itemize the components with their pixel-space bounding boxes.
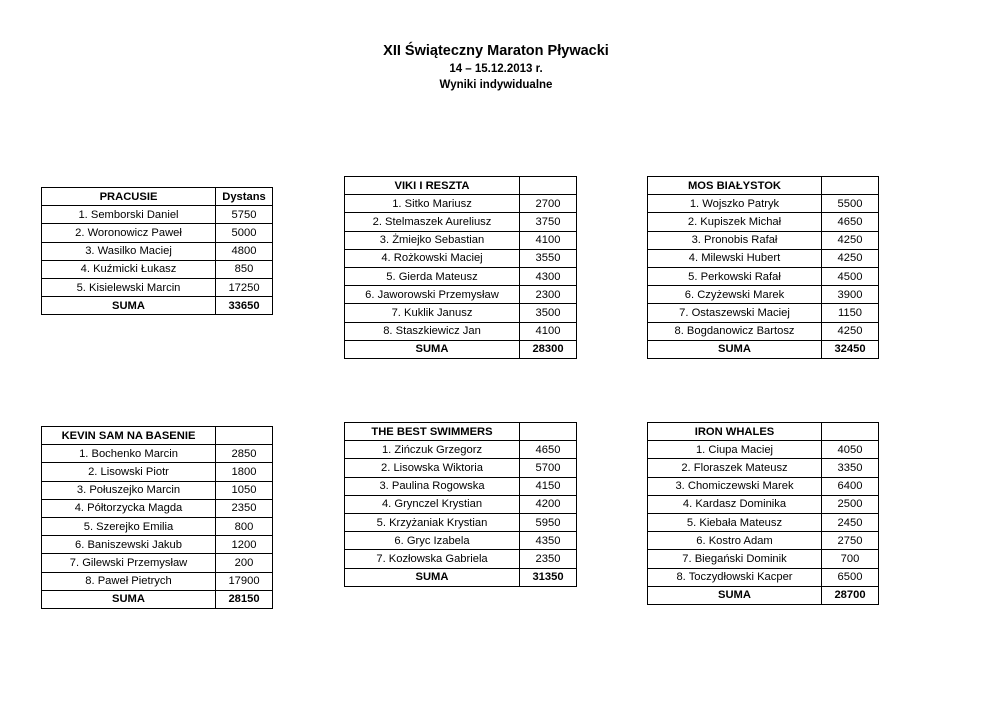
table-row bbox=[648, 532, 879, 550]
swimmer-distance: 4050 bbox=[822, 441, 879, 459]
table-header-row bbox=[345, 423, 577, 441]
swimmer-name: 1. Zińczuk Grzegorz bbox=[345, 441, 520, 459]
swimmer-name: 1. Semborski Daniel bbox=[42, 206, 216, 224]
table-header-row bbox=[345, 177, 577, 195]
table-row bbox=[345, 322, 577, 340]
swimmer-name: 2. Stelmaszek Aureliusz bbox=[345, 213, 520, 231]
team-name: IRON WHALES bbox=[648, 423, 822, 441]
swimmer-distance: 1150 bbox=[822, 304, 879, 322]
swimmer-name: 4. Półtorzycka Magda bbox=[42, 499, 216, 517]
sum-row bbox=[345, 340, 577, 358]
team-table-the-best-swimmers bbox=[344, 422, 577, 587]
swimmer-name: 3. Wasilko Maciej bbox=[42, 242, 216, 260]
table-row bbox=[648, 495, 879, 513]
swimmer-distance: 4650 bbox=[520, 441, 577, 459]
swimmer-name: 6. Gryc Izabela bbox=[345, 532, 520, 550]
sum-value: 28150 bbox=[216, 590, 273, 608]
swimmer-distance: 200 bbox=[216, 554, 273, 572]
swimmer-name: 6. Czyżewski Marek bbox=[648, 286, 822, 304]
swimmer-distance: 1800 bbox=[216, 463, 273, 481]
column-header-empty bbox=[822, 177, 879, 195]
sum-row bbox=[648, 586, 879, 604]
swimmer-name: 4. Milewski Hubert bbox=[648, 249, 822, 267]
swimmer-distance: 1200 bbox=[216, 536, 273, 554]
swimmer-distance: 4250 bbox=[822, 322, 879, 340]
swimmer-distance: 4100 bbox=[520, 231, 577, 249]
table-row bbox=[648, 286, 879, 304]
swimmer-name: 1. Bochenko Marcin bbox=[42, 445, 216, 463]
table-row bbox=[345, 532, 577, 550]
swimmer-distance: 700 bbox=[822, 550, 879, 568]
sum-value: 32450 bbox=[822, 340, 879, 358]
swimmer-distance: 5950 bbox=[520, 513, 577, 531]
swimmer-distance: 4100 bbox=[520, 322, 577, 340]
team-table-mos-bialystok bbox=[647, 176, 879, 359]
swimmer-name: 1. Ciupa Maciej bbox=[648, 441, 822, 459]
swimmer-name: 4. Kardasz Dominika bbox=[648, 495, 822, 513]
sum-row bbox=[345, 568, 577, 586]
table-row bbox=[345, 513, 577, 531]
swimmer-distance: 4800 bbox=[216, 242, 273, 260]
swimmer-distance: 2450 bbox=[822, 513, 879, 531]
table-row bbox=[42, 278, 273, 296]
swimmer-distance: 2300 bbox=[520, 286, 577, 304]
swimmer-name: 8. Paweł Pietrych bbox=[42, 572, 216, 590]
table-row bbox=[648, 195, 879, 213]
swimmer-name: 2. Kupiszek Michał bbox=[648, 213, 822, 231]
sum-value: 31350 bbox=[520, 568, 577, 586]
column-header-empty bbox=[520, 423, 577, 441]
table-header-row bbox=[42, 188, 273, 206]
swimmer-distance: 4350 bbox=[520, 532, 577, 550]
sum-label: SUMA bbox=[42, 590, 216, 608]
table-row bbox=[345, 286, 577, 304]
swimmer-distance: 6500 bbox=[822, 568, 879, 586]
swimmer-distance: 5500 bbox=[822, 195, 879, 213]
document-subtitle: Wyniki indywidualne bbox=[439, 79, 553, 91]
swimmer-name: 8. Bogdanowicz Bartosz bbox=[648, 322, 822, 340]
swimmer-distance: 5700 bbox=[520, 459, 577, 477]
swimmer-distance: 4150 bbox=[520, 477, 577, 495]
team-table-pracusie bbox=[41, 187, 273, 315]
table-row bbox=[42, 445, 273, 463]
swimmer-name: 4. Kuźmicki Łukasz bbox=[42, 260, 216, 278]
team-name: THE BEST SWIMMERS bbox=[345, 423, 520, 441]
team-name: MOS BIAŁYSTOK bbox=[648, 177, 822, 195]
swimmer-distance: 4300 bbox=[520, 267, 577, 285]
swimmer-name: 5. Perkowski Rafał bbox=[648, 267, 822, 285]
table-row bbox=[648, 441, 879, 459]
table-row bbox=[345, 267, 577, 285]
swimmer-distance: 4500 bbox=[822, 267, 879, 285]
swimmer-distance: 5750 bbox=[216, 206, 273, 224]
table-row bbox=[42, 481, 273, 499]
table-row bbox=[42, 463, 273, 481]
table-row bbox=[42, 572, 273, 590]
swimmer-name: 8. Staszkiewicz Jan bbox=[345, 322, 520, 340]
document-title: XII Świąteczny Maraton Pływacki bbox=[383, 43, 609, 59]
table-row bbox=[345, 477, 577, 495]
document-dates: 14 – 15.12.2013 r. bbox=[449, 63, 543, 75]
swimmer-distance: 3350 bbox=[822, 459, 879, 477]
team-table-viki-i-reszta bbox=[344, 176, 577, 359]
table-row bbox=[345, 441, 577, 459]
table-row bbox=[648, 459, 879, 477]
team-table-iron-whales bbox=[647, 422, 879, 605]
swimmer-distance: 2700 bbox=[520, 195, 577, 213]
swimmer-name: 5. Gierda Mateusz bbox=[345, 267, 520, 285]
sum-label: SUMA bbox=[648, 586, 822, 604]
column-header-empty bbox=[822, 423, 879, 441]
table-row bbox=[345, 459, 577, 477]
swimmer-distance: 2750 bbox=[822, 532, 879, 550]
table-row bbox=[42, 517, 273, 535]
table-row bbox=[42, 536, 273, 554]
table-row bbox=[42, 554, 273, 572]
table-row bbox=[42, 499, 273, 517]
swimmer-name: 4. Rożkowski Maciej bbox=[345, 249, 520, 267]
table-row bbox=[345, 304, 577, 322]
swimmer-name: 2. Lisowski Piotr bbox=[42, 463, 216, 481]
team-name: PRACUSIE bbox=[42, 188, 216, 206]
table-row bbox=[648, 231, 879, 249]
column-header-empty bbox=[216, 427, 273, 445]
swimmer-name: 3. Połuszejko Marcin bbox=[42, 481, 216, 499]
swimmer-name: 3. Chomiczewski Marek bbox=[648, 477, 822, 495]
swimmer-name: 7. Gilewski Przemysław bbox=[42, 554, 216, 572]
sum-row bbox=[648, 340, 879, 358]
swimmer-distance: 5000 bbox=[216, 224, 273, 242]
swimmer-distance: 4250 bbox=[822, 249, 879, 267]
swimmer-name: 7. Kuklik Janusz bbox=[345, 304, 520, 322]
swimmer-name: 3. Żmiejko Sebastian bbox=[345, 231, 520, 249]
swimmer-distance: 6400 bbox=[822, 477, 879, 495]
column-header-empty bbox=[520, 177, 577, 195]
table-header-row bbox=[42, 427, 273, 445]
table-row bbox=[42, 224, 273, 242]
swimmer-name: 8. Toczydłowski Kacper bbox=[648, 568, 822, 586]
swimmer-name: 3. Paulina Rogowska bbox=[345, 477, 520, 495]
table-row bbox=[345, 249, 577, 267]
table-row bbox=[648, 550, 879, 568]
table-row bbox=[648, 249, 879, 267]
sum-label: SUMA bbox=[648, 340, 822, 358]
swimmer-name: 6. Jaworowski Przemysław bbox=[345, 286, 520, 304]
table-row bbox=[648, 304, 879, 322]
team-name: VIKI I RESZTA bbox=[345, 177, 520, 195]
table-row bbox=[648, 322, 879, 340]
swimmer-distance: 2850 bbox=[216, 445, 273, 463]
swimmer-name: 6. Kostro Adam bbox=[648, 532, 822, 550]
swimmer-name: 7. Ostaszewski Maciej bbox=[648, 304, 822, 322]
table-row bbox=[648, 267, 879, 285]
swimmer-name: 2. Floraszek Mateusz bbox=[648, 459, 822, 477]
table-row bbox=[345, 195, 577, 213]
table-row bbox=[345, 550, 577, 568]
swimmer-distance: 3550 bbox=[520, 249, 577, 267]
swimmer-name: 6. Baniszewski Jakub bbox=[42, 536, 216, 554]
sum-row bbox=[42, 590, 273, 608]
swimmer-distance: 3500 bbox=[520, 304, 577, 322]
table-row bbox=[42, 260, 273, 278]
swimmer-name: 2. Lisowska Wiktoria bbox=[345, 459, 520, 477]
table-row bbox=[345, 495, 577, 513]
swimmer-name: 7. Kozłowska Gabriela bbox=[345, 550, 520, 568]
table-row bbox=[42, 206, 273, 224]
team-name: KEVIN SAM NA BASENIE bbox=[42, 427, 216, 445]
swimmer-distance: 17250 bbox=[216, 278, 273, 296]
sum-label: SUMA bbox=[345, 568, 520, 586]
table-row bbox=[345, 213, 577, 231]
sum-value: 33650 bbox=[216, 297, 273, 315]
swimmer-distance: 17900 bbox=[216, 572, 273, 590]
swimmer-name: 2. Woronowicz Paweł bbox=[42, 224, 216, 242]
swimmer-name: 5. Kiebała Mateusz bbox=[648, 513, 822, 531]
sum-label: SUMA bbox=[345, 340, 520, 358]
table-row bbox=[648, 213, 879, 231]
swimmer-distance: 850 bbox=[216, 260, 273, 278]
swimmer-name: 7. Biegański Dominik bbox=[648, 550, 822, 568]
swimmer-name: 3. Pronobis Rafał bbox=[648, 231, 822, 249]
table-row bbox=[648, 477, 879, 495]
swimmer-distance: 2350 bbox=[216, 499, 273, 517]
table-row bbox=[345, 231, 577, 249]
swimmer-name: 5. Krzyżaniak Krystian bbox=[345, 513, 520, 531]
sum-value: 28700 bbox=[822, 586, 879, 604]
table-row bbox=[648, 568, 879, 586]
swimmer-distance: 2350 bbox=[520, 550, 577, 568]
swimmer-distance: 4200 bbox=[520, 495, 577, 513]
table-header-row bbox=[648, 177, 879, 195]
swimmer-name: 5. Kisielewski Marcin bbox=[42, 278, 216, 296]
sum-row bbox=[42, 297, 273, 315]
swimmer-name: 4. Grynczel Krystian bbox=[345, 495, 520, 513]
swimmer-name: 5. Szerejko Emilia bbox=[42, 517, 216, 535]
document-header bbox=[0, 42, 992, 93]
swimmer-distance: 2500 bbox=[822, 495, 879, 513]
table-row bbox=[42, 242, 273, 260]
sum-label: SUMA bbox=[42, 297, 216, 315]
table-row bbox=[648, 513, 879, 531]
column-header-distance: Dystans bbox=[216, 188, 273, 206]
swimmer-distance: 3750 bbox=[520, 213, 577, 231]
swimmer-name: 1. Sitko Mariusz bbox=[345, 195, 520, 213]
swimmer-distance: 800 bbox=[216, 517, 273, 535]
swimmer-name: 1. Wojszko Patryk bbox=[648, 195, 822, 213]
table-header-row bbox=[648, 423, 879, 441]
swimmer-distance: 4250 bbox=[822, 231, 879, 249]
swimmer-distance: 4650 bbox=[822, 213, 879, 231]
sum-value: 28300 bbox=[520, 340, 577, 358]
swimmer-distance: 1050 bbox=[216, 481, 273, 499]
swimmer-distance: 3900 bbox=[822, 286, 879, 304]
team-table-kevin-sam-na-basenie bbox=[41, 426, 273, 609]
